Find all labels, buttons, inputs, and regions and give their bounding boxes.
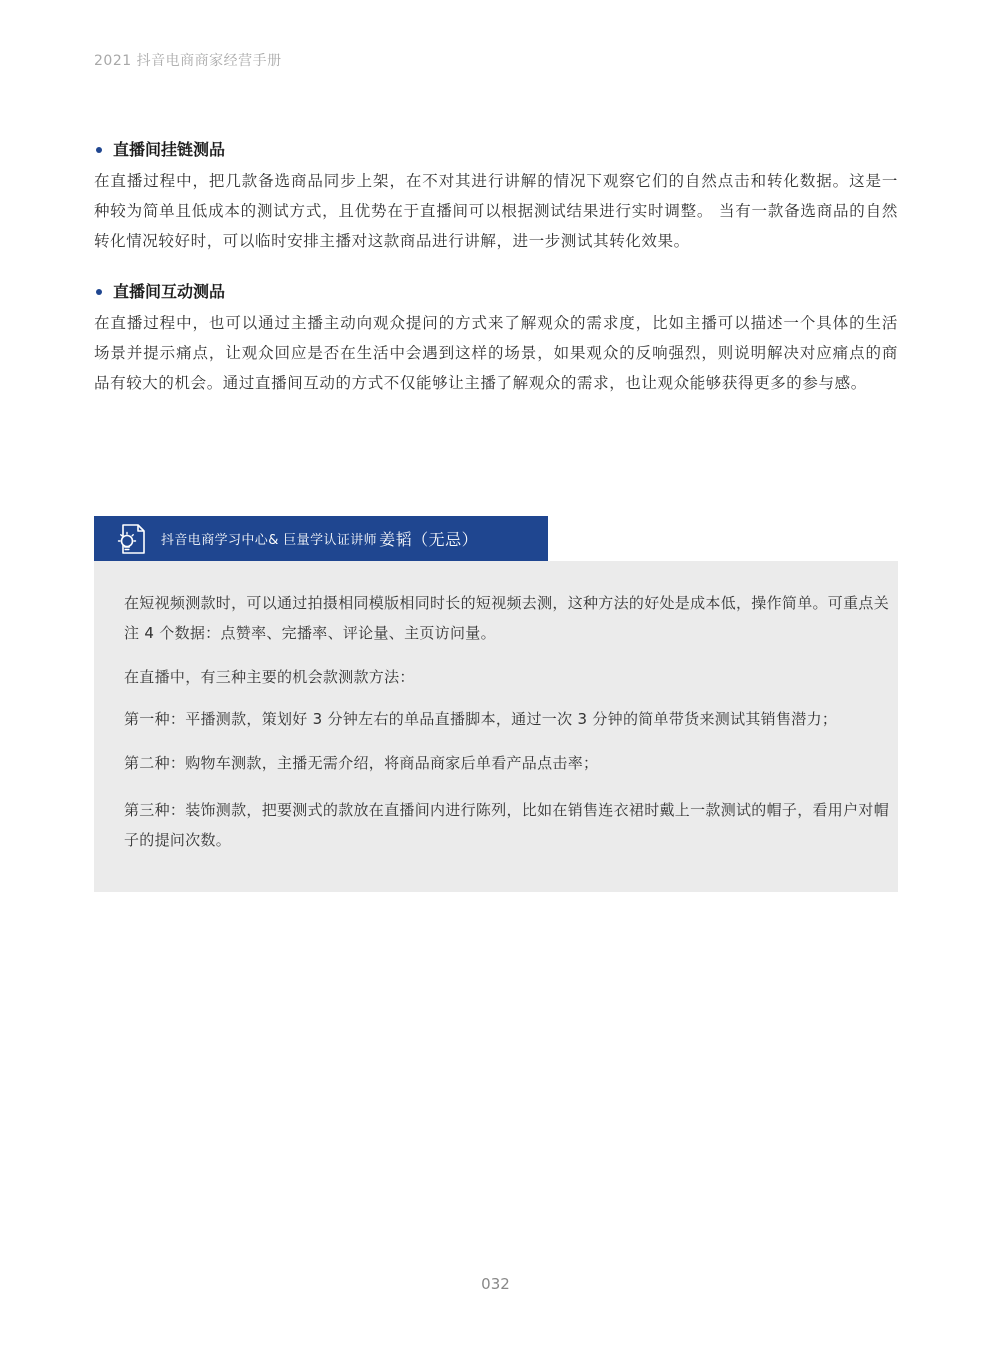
bullet-icon <box>96 147 102 153</box>
lightbulb-icon <box>114 522 148 556</box>
expert-paragraph: 第二种：购物车测款，主播无需介绍，将商品商家后单看产品点击率； <box>124 754 599 772</box>
section-live-interaction-test <box>94 278 898 398</box>
section-body: 在直播过程中，把几款备选商品同步上架，在不对其进行讲解的情况下观察它们的自然点击和转化数据。这是一种较为简单且低成本的测试方式，且优势在于直播间可以根据测试结果进行实时调整。 当有一款备选商品的自然转化情况较好时，可以临时安排主播对这款商品进行讲解，进一步测试其转化效果。 <box>94 172 898 250</box>
expert-quote-box <box>94 561 898 892</box>
expert-paragraph: 第三种：装饰测款，把要测式的款放在直播间内进行陈列，比如在销售连衣裙时戴上一款测试的帽子，看用户对帽子的提问次数。 <box>124 801 890 849</box>
section-heading <box>94 136 898 160</box>
section-heading <box>94 278 898 302</box>
section-body: 在直播过程中，也可以通过主播主动向观众提问的方式来了解观众的需求度，比如主播可以描述一个具体的生活场景并提示痛点，让观众回应是否在生活中会遇到这样的场景，如果观众的反响强烈，则说明解决对应痛点的商品有较大的机会。通过直播间互动的方式不仅能够让主播了解观众的需求，也让观众能够获得更多的参与感。 <box>94 314 898 392</box>
page-number: 032 <box>481 1275 510 1293</box>
expert-paragraph: 在短视频测款时，可以通过拍摄相同模版相同时长的短视频去测，这种方法的好处是成本低，操作简单。可重点关注 4 个数据：点赞率、完播率、评论量、主页访问量。 <box>124 594 890 642</box>
running-header: 2021 抖音电商商家经营手册 <box>94 53 282 69</box>
section-live-link-test <box>94 136 898 256</box>
expert-title: 抖音电商学习中心& 巨量学认证讲师 <box>161 533 378 548</box>
expert-tab <box>94 516 548 561</box>
expert-name: 姜韬（无忌） <box>379 530 479 549</box>
expert-paragraph: 第一种：平播测款，策划好 3 分钟左右的单品直播脚本，通过一次 3 分钟的简单带货来测试其销售潜力； <box>124 710 838 728</box>
section-heading-text: 直播间挂链测品 <box>113 139 226 159</box>
expert-paragraph: 在直播中，有三种主要的机会款测款方法： <box>124 668 415 686</box>
bullet-icon <box>96 289 102 295</box>
section-heading-text: 直播间互动测品 <box>113 281 226 301</box>
